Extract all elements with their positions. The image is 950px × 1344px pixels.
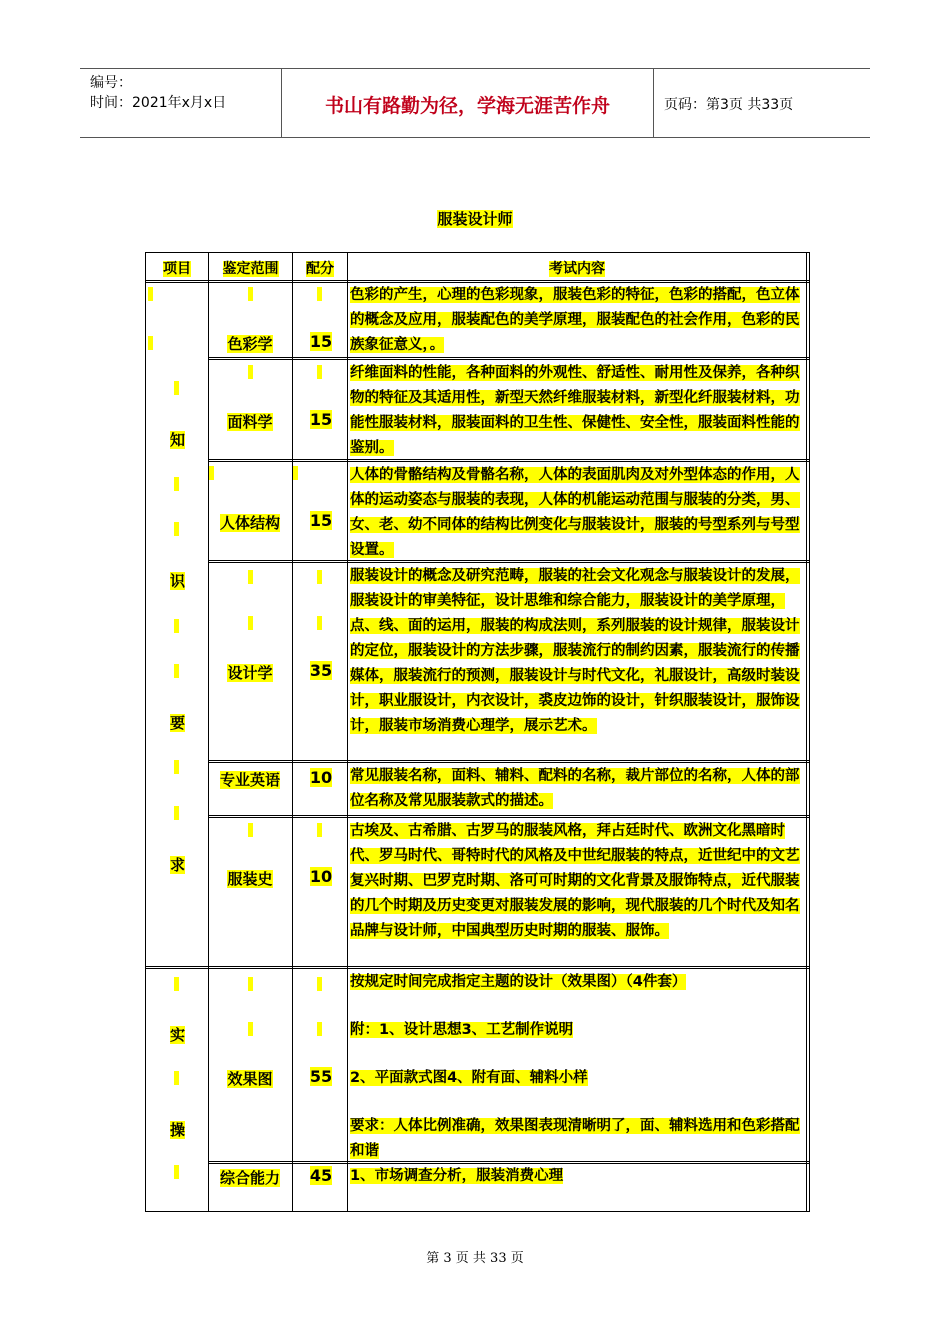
content-cell [350, 764, 804, 814]
range-label-text: 专业英语 [219, 771, 280, 789]
section-char-text: 实 [169, 1026, 185, 1044]
header-range-text: 鉴定范围 [222, 261, 279, 277]
header-meta [90, 73, 226, 113]
content-text: 人体的骨骼结构及骨骼名称，人体的表面肌肉及对外型体态的作用，人体的运动姿态与服装的表现，人体的机能运动范围与服装的分类，男、女、老、幼不同体的结构比例变化与服装设计，服装的号型系列与号型设置。 [350, 467, 800, 558]
page-footer: 第 3 页 共 33 页 [426, 1251, 524, 1266]
document-title [0, 208, 950, 229]
time-label: 时间：2021年x月x日 [90, 95, 227, 111]
highlight-marker [209, 466, 214, 480]
score-value-text: 15 [309, 332, 333, 351]
highlight-marker [248, 616, 253, 630]
row-rule [208, 760, 809, 763]
highlight-marker [174, 760, 179, 774]
highlight-marker [174, 619, 179, 633]
content-cell [350, 564, 804, 739]
score-value [293, 511, 349, 530]
content-cell [350, 970, 804, 1164]
content-line: 附：1、设计思想3、工艺制作说明 [350, 1022, 574, 1038]
score-value [293, 768, 349, 787]
highlight-marker [174, 522, 179, 536]
header-content-text: 考试内容 [549, 261, 605, 277]
highlight-marker [248, 287, 253, 301]
highlight-marker [148, 336, 153, 350]
section-char [146, 1119, 209, 1140]
header-motto: 书山有路勤为径，学海无涯苦作舟 [324, 95, 610, 117]
highlight-marker [317, 616, 322, 630]
range-label-text: 效果图 [227, 1070, 273, 1088]
section-char-text: 识 [169, 572, 185, 590]
range-label [209, 868, 291, 889]
highlight-marker [248, 823, 253, 837]
highlight-marker [174, 1071, 179, 1085]
highlight-marker [248, 1022, 253, 1036]
section-char [146, 570, 209, 591]
highlight-marker [174, 664, 179, 678]
page-info: 页码：第3页 共33页 [664, 97, 794, 113]
score-value-text: 55 [309, 1067, 333, 1086]
document-title-text: 服装设计师 [437, 210, 513, 228]
header-score-text: 配分 [306, 261, 334, 277]
page-header [80, 68, 870, 138]
header-content [348, 259, 806, 279]
range-label-text: 色彩学 [227, 335, 273, 353]
content-cell [350, 361, 804, 461]
highlight-marker [293, 466, 298, 480]
content-cell [350, 283, 804, 358]
col-divider [806, 253, 807, 1211]
highlight-marker [317, 365, 322, 379]
content-line: 按规定时间完成指定主题的设计（效果图）（4件套） [350, 974, 687, 990]
range-label [209, 1167, 291, 1188]
highlight-marker [174, 381, 179, 395]
range-label [209, 512, 291, 533]
section-char-text: 知 [169, 431, 185, 449]
highlight-marker [248, 977, 253, 991]
range-label [209, 411, 291, 432]
range-label-text: 综合能力 [219, 1169, 280, 1187]
highlight-marker [317, 977, 322, 991]
content-text: 色彩的产生，心理的色彩现象，服装色彩的特征，色彩的搭配，色立体的概念及应用，服装配色的美学原理，服装配色的社会作用，色彩的民族象征意义，。 [350, 287, 800, 353]
range-label-text: 面料学 [227, 413, 273, 431]
score-value-text: 45 [309, 1166, 333, 1185]
score-value-text: 35 [309, 661, 333, 680]
section-char-text: 要 [169, 714, 185, 732]
section-char-text: 操 [169, 1121, 185, 1139]
score-value-text: 10 [309, 768, 333, 787]
content-cell [350, 463, 804, 563]
highlight-marker [317, 823, 322, 837]
row-rule [208, 815, 809, 818]
section-char [146, 429, 209, 450]
score-value-text: 15 [309, 511, 333, 530]
score-value [293, 332, 349, 351]
section-char-text: 求 [169, 856, 185, 874]
score-value [293, 867, 349, 886]
content-line: 要求：人体比例准确，效果图表现清晰明了，面、辅料选用和色彩搭配和谐 [350, 1118, 800, 1159]
highlight-marker [174, 1165, 179, 1179]
range-label [209, 769, 291, 790]
content-cell [350, 819, 804, 944]
content-text: 古埃及、古希腊、古罗马的服装风格，拜占廷时代、欧洲文化黑暗时代、罗马时代、哥特时代的风格及中世纪服装的特点，近世纪中的文艺复兴时期、巴罗克时期、洛可可时期的文化背景及服饰特点，近代服装的几个时期及历史变更对服装发展的影响，现代服装的几个时代及知名品牌与设计师，中国典型历史时期的服装、服饰。 [350, 823, 800, 939]
highlight-marker [248, 570, 253, 584]
score-value-text: 15 [309, 410, 333, 429]
highlight-marker [317, 570, 322, 584]
content-cell [350, 1164, 804, 1189]
section-rule [146, 966, 809, 969]
section-char [146, 1024, 209, 1045]
range-label-text: 服装史 [227, 870, 273, 888]
content-text: 1、市场调查分析，服装消费心理 [350, 1168, 564, 1184]
range-label [209, 662, 291, 683]
header-item-text: 项目 [163, 261, 191, 277]
score-value [293, 1166, 349, 1185]
range-label [209, 333, 291, 354]
content-text: 纤维面料的性能，各种面料的外观性、舒适性、耐用性及保养，各种织物的特征及其适用性，新型天然纤维服装材料，新型化纤服装材料，功能性服装材料，服装面料的卫生性、保健性、安全性，服装面料性能的鉴别。 [350, 365, 800, 456]
highlight-marker [174, 806, 179, 820]
score-value [293, 661, 349, 680]
highlight-marker [317, 1022, 322, 1036]
header-item [146, 259, 208, 279]
highlight-marker [174, 977, 179, 991]
content-text: 服装设计的概念及研究范畴，服装的社会文化观念与服装设计的发展，服装设计的审美特征，设计思维和综合能力，服装设计的美学原理，点、线、面的运用，服装的构成法则，系列服装的设计规律，服装设计的定位，服装设计的方法步骤，服装流行的制约因素，服装流行的传播媒体，服装流行的预测，服装设计与时代文化，礼服设计，高级时装设计，职业服设计，内衣设计，裘皮边饰的设计，针织服装设计，服饰设计，服装市场消费心理学，展示艺术。 [350, 568, 800, 734]
range-label [209, 1068, 291, 1089]
range-label-text: 设计学 [227, 664, 273, 682]
score-value [293, 410, 349, 429]
section-char [146, 854, 209, 875]
content-text: 常见服装名称，面料、辅料、配料的名称，裁片部位的名称，人体的部位名称及常见服装款式的描述。 [350, 768, 800, 809]
exam-table [145, 252, 810, 1212]
highlight-marker [248, 365, 253, 379]
content-line: 2、平面款式图4、附有面、辅料小样 [350, 1070, 588, 1086]
score-value-text: 10 [309, 867, 333, 886]
header-range [209, 259, 292, 279]
score-value [293, 1067, 349, 1086]
highlight-marker [174, 477, 179, 491]
highlight-marker [148, 287, 153, 301]
number-label: 编号： [90, 75, 132, 91]
header-score [293, 259, 347, 279]
header-divider [653, 69, 654, 137]
highlight-marker [317, 287, 322, 301]
range-label-text: 人体结构 [219, 514, 280, 532]
section-char [146, 712, 209, 733]
